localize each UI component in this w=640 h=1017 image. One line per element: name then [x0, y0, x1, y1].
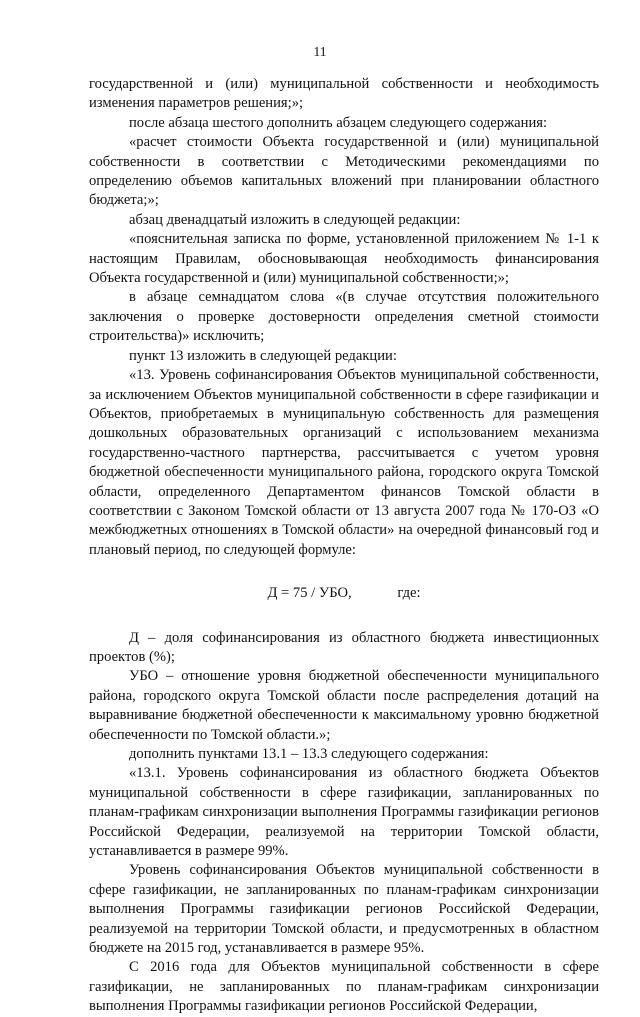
paragraph: после абзаца шестого дополнить абзацем следующего содержания:	[129, 114, 548, 131]
formula-where-label: где:	[397, 585, 421, 602]
paragraph: государственной и (или) муниципальной собственности и необходимость изменения параметров решения;»;	[89, 76, 599, 112]
paragraph: пункт 13 изложить в следующей редакции:	[129, 347, 397, 364]
paragraph: Д – доля софинансирования из областного бюджета инвестиционных проектов (%);	[89, 629, 599, 665]
paragraph: С 2016 года для Объектов муниципальной собственности в сфере газификации, не запланированных по планам-графикам синхронизации выполнения Программы газификации регионов Российской Федерации,	[89, 959, 599, 1015]
paragraph: «пояснительная записка по форме, установленной приложением № 1-1 к настоящим Правилам, обосновывающая необходимость финансирования Объекта государственной и (или) муниципальной собственности;»;	[89, 231, 599, 287]
paragraphs-after-formula	[89, 629, 599, 1017]
formula-line	[89, 584, 599, 603]
paragraphs-before-formula	[89, 75, 599, 560]
paragraph: «13.1. Уровень софинансирования из областного бюджета Объектов муниципальной собственности в сфере газификации, запланированных по планам-графикам синхронизации выполнения Программы газификации регионов Российской Федерации, реализуемой на территории Томской области, устанавливается в размере 99%.	[89, 765, 599, 860]
paragraph: «расчет стоимости Объекта государственной и (или) муниципальной собственности в соответствии с Методическими рекомендациями по определению объемов капитальных вложений при планировании областного бюджета;»;	[89, 134, 599, 209]
formula-expression: Д = 75 / УБО,	[267, 585, 352, 602]
paragraph: дополнить пунктами 13.1 – 13.3 следующего содержания:	[129, 746, 489, 762]
document-body	[89, 75, 599, 1017]
paragraph: в абзаце семнадцатом слова «(в случае отсутствия положительного заключения о проверке достоверности определения сметной стоимости строительства)» исключить;	[89, 289, 599, 345]
paragraph: «13. Уровень софинансирования Объектов муниципальной собственности, за исключением Объектов муниципальной собственности в сфере газификации и Объектов, приобретаемых в муниципальную собственность для размещения дошкольных образовательных организаций с использованием механизма государственно-частного партнерства, рассчитывается с учетом уровня бюджетной обеспеченности муниципального района, городского округа Томской области, определенного Департаментом финансов Томской области в соответствии с Законом Томской области от 13 августа 2007 года № 170-ОЗ «О межбюджетных отношениях в Томской области» на очередной финансовый год и плановый период, по следующей формуле:	[89, 367, 599, 558]
page-number: 11	[313, 44, 327, 59]
paragraph: абзац двенадцатый изложить в следующей редакции:	[129, 211, 461, 228]
paragraph: УБО – отношение уровня бюджетной обеспеченности муниципального района, городского округа Томской области после распределения дотаций на выравнивание бюджетной обеспеченности к максимальному уровню бюджетной обеспеченности по Томской области.»;	[89, 668, 599, 743]
paragraph: Уровень софинансирования Объектов муниципальной собственности в сфере газификации, не запланированных по планам-графикам синхронизации выполнения Программы газификации регионов Российской Федерации, реализуемой на территории Томской области, и предусмотренных в областном бюджете на 2015 год, устанавливается в размере 95%.	[89, 862, 599, 957]
